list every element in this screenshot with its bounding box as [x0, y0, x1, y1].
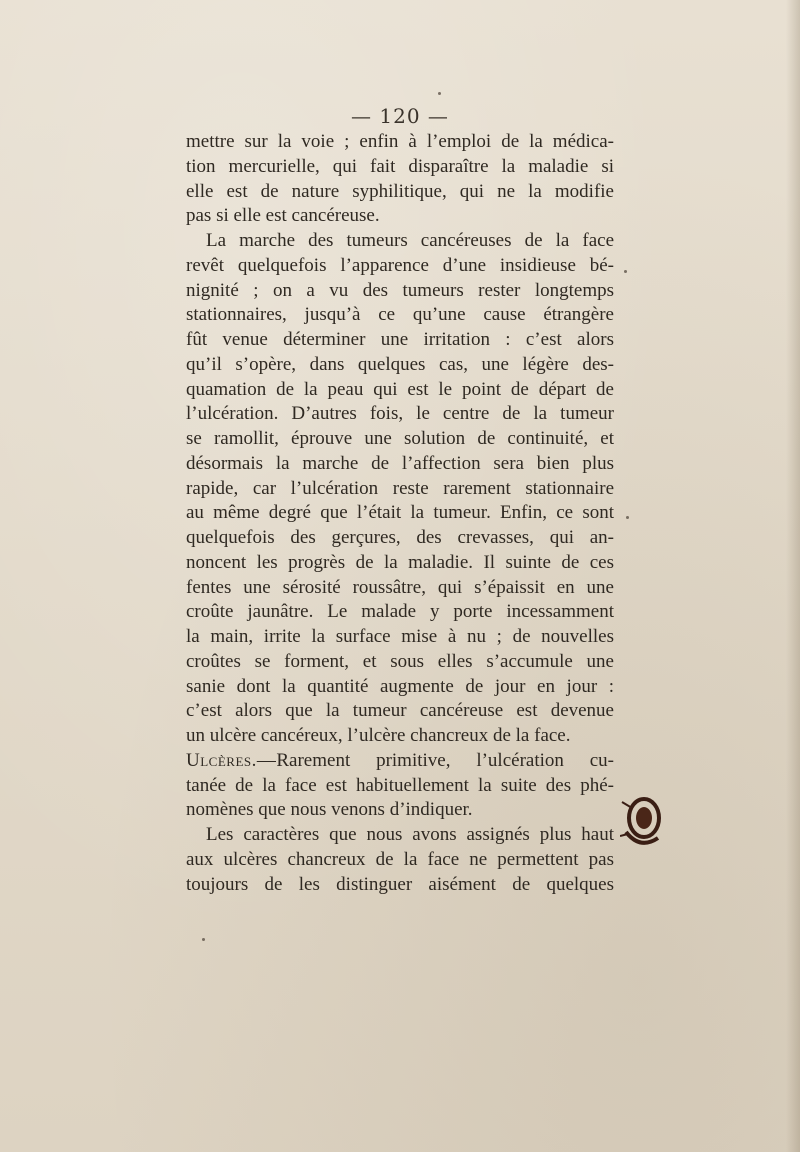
text-line: mettre sur la voie ; enfin à l’emploi de la médica- [186, 131, 614, 152]
text-line: toujours de les distinguer aisément de quelques [186, 873, 614, 895]
text-line: un ulcère cancéreux, l’ulcère chancreux de la face. [186, 725, 571, 746]
text-line: noncent les progrès de la maladie. Il suinte de ces [186, 551, 614, 573]
text-line: tanée de la face est habituellement la suite des phé- [186, 774, 614, 796]
text-line: pas si elle est cancéreuse. [186, 205, 380, 227]
text-line: tion mercurielle, qui fait disparaître la maladie si [186, 155, 614, 177]
text-line: désormais la marche de l’affection sera bien plus [186, 452, 614, 474]
text-line: nignité ; on a vu des tumeurs rester longtemps [186, 279, 614, 301]
body-text [186, 130, 614, 897]
section-heading: Ulcères.— [186, 749, 277, 771]
text-line: croûte jaunâtre. Le malade y porte incessamment [186, 601, 614, 623]
paper-speck [626, 516, 629, 519]
text-line: qu’il s’opère, dans quelques cas, une légère des- [186, 353, 614, 375]
text-line: quelquefois des gerçures, des crevasses, qui an- [186, 527, 614, 548]
text-line: au même degré que l’était la tumeur. Enfin, ce sont [186, 502, 614, 524]
text-line: rapide, car l’ulcération reste rarement stationnaire [186, 477, 614, 499]
text-line: Les caractères que nous avons assignés plus haut [206, 824, 614, 845]
text-line: revêt quelquefois l’apparence d’une insidieuse bé- [186, 254, 614, 276]
text-line: c’est alors que la tumeur cancéreuse est devenue [186, 700, 614, 722]
paper-speck [202, 938, 205, 941]
text-line: aux ulcères chancreux de la face ne permettent pas [186, 848, 614, 870]
text-line: fentes une sérosité roussâtre, qui s’épaissit en une [186, 576, 614, 598]
text-line: elle est de nature syphilitique, qui ne la modifie [186, 180, 614, 202]
text-line: l’ulcération. D’autres fois, le centre de la tumeur [186, 403, 614, 425]
text-line: nomènes que nous venons d’indiquer. [186, 799, 473, 821]
text-line: se ramollit, éprouve une solution de continuité, et [186, 428, 614, 449]
page-number: — 120 — [351, 104, 449, 128]
page-edge-shadow [786, 0, 800, 1152]
text-line: sanie dont la quantité augmente de jour en jour : [186, 675, 614, 697]
text-line: stationnaires, jusqu’à ce qu’une cause étrangère [186, 304, 614, 326]
text-line [186, 749, 614, 774]
library-stamp-icon [620, 792, 666, 850]
text-line: La marche des tumeurs cancéreuses de la face [206, 230, 614, 251]
paper-speck [624, 270, 627, 273]
text-line-rest: Rarement primitive, l’ulcération cu- [276, 749, 614, 771]
paper-speck [438, 92, 441, 95]
text-line: la main, irrite la surface mise à nu ; de nouvelles [186, 626, 614, 647]
text-line: fût venue déterminer une irritation : c’est alors [186, 329, 614, 350]
text-line: croûtes se forment, et sous elles s’accumule une [186, 650, 614, 672]
text-line: quamation de la peau qui est le point de départ de [186, 378, 614, 400]
